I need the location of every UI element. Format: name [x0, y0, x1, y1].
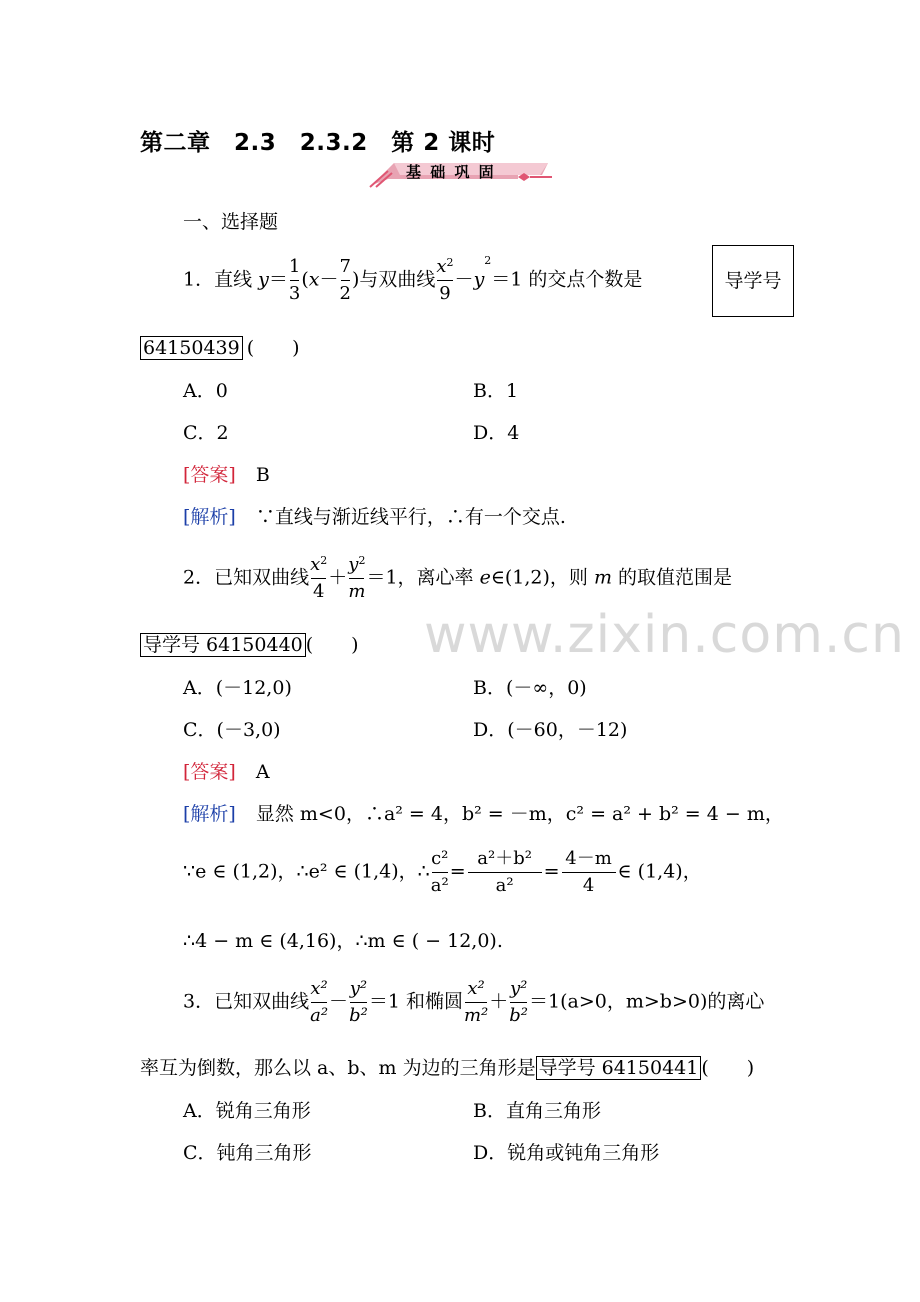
- q1-code: 64150439: [140, 336, 243, 360]
- q1-frac-2: $\frac{7}{2}$: [339, 256, 351, 304]
- q2-answer-label: [答案]: [183, 761, 236, 783]
- q2-option-a: A．(－12,0): [183, 677, 292, 699]
- q1-option-a: A．0: [183, 380, 228, 402]
- page-title: 第二章 2.3 2.3.2 第 2 课时: [140, 130, 496, 156]
- q2-frac-4: $\frac{\text{a²＋b²}}{\text{a²}}$: [467, 846, 543, 899]
- q3-option-c: C．钝角三角形: [183, 1142, 312, 1164]
- q3-option-b: B．直角三角形: [473, 1100, 601, 1122]
- q1-code-line: [140, 337, 300, 359]
- q1-option-c: C．2: [183, 422, 229, 444]
- q1-frac-3: $\frac{x^2}{9}$: [436, 256, 454, 304]
- q2-frac-2: $\frac{y^2}{m}$: [348, 554, 366, 602]
- q1-stem: 1．直线 y＝ $\frac{1}{3}$ (x－ $\frac{7}{2}$ )与双曲线 $\frac{x^2}{9}$ $-y^2=1$ 的交点个数是: [183, 254, 642, 307]
- q2-stem: 2．已知双曲线 $\frac{x^2}{4}$ ＋ $\frac{y^2}{m}$ ＝1，离心率 e∈(1,2)，则 m 的取值范围是: [183, 552, 732, 605]
- q3-frac-2: $\frac{\text{y²}}{\text{b²}}$: [349, 978, 368, 1026]
- q2-guide-code: 导学号 64150440: [140, 633, 306, 657]
- q2-analysis-line3: ∴4 − m ∈ (4,16)，∴m ∈ ( − 12,0).: [183, 930, 503, 952]
- q3-guide-code: 导学号 64150441: [536, 1056, 702, 1080]
- q1-analysis-label: [解析]: [183, 506, 236, 528]
- q3-option-a: A．锐角三角形: [183, 1100, 311, 1122]
- q2-analysis-label: [解析]: [183, 803, 236, 825]
- q1-guide-box: 导学号: [712, 245, 794, 317]
- q2-frac-3: $\frac{\text{c²}}{\text{a²}}$: [430, 848, 449, 896]
- q2-analysis-line2: ∵e ∈ (1,2)，∴e² ∈ (1,4)，∴ $\frac{\text{c²}}{\text{a²}}$ = $\frac{\text{a²＋b²}}{\text{a²}}$ = $\frac{4-m}{4}$ ∈ (1,4)，: [183, 846, 702, 899]
- q1-frac-1: $\frac{1}{3}$: [288, 256, 301, 304]
- q2-option-d: D．(－60，－12): [473, 719, 628, 741]
- section-heading: 一、选择题: [183, 211, 279, 233]
- q3-line2: 率互为倒数，那么以 a、b、m 为边的三角形是 导学号 64150441 ( ): [140, 1057, 755, 1079]
- q2-frac-5: $\frac{4-m}{4}$: [561, 846, 617, 899]
- q1-option-b: B．1: [473, 380, 519, 402]
- q2-answer: [答案] A: [183, 761, 270, 783]
- q3-frac-3: $\frac{\text{x²}}{\text{m²}}$: [463, 978, 489, 1026]
- q2-blank: ( ): [305, 634, 359, 656]
- q3-frac-1: $\frac{\text{x²}}{\text{a²}}$: [310, 978, 329, 1026]
- q2-analysis-line1: [解析] 显然 m<0，∴a² = 4，b² = －m，c² = a² + b² = 4 − m，: [183, 803, 784, 825]
- q2-option-b: B．(－∞，0): [473, 677, 587, 699]
- banner-label: 基 础 巩 固: [406, 163, 496, 181]
- section-banner: [368, 157, 558, 189]
- q3-stem: 3．已知双曲线 $\frac{\text{x²}}{\text{a²}}$ － $\frac{\text{y²}}{\text{b²}}$ ＝1 和椭圆 $\frac{\text{x²}}{\text{m²}}$ ＋ $\frac{\text{y²}}{\text{b²}}$ ＝1(a>0，m>b>0)的离心: [183, 976, 764, 1029]
- q3-frac-4: $\frac{\text{y²}}{\text{b²}}$: [509, 978, 529, 1026]
- q2-frac-1: $\frac{x^2}{4}$: [310, 554, 328, 602]
- q1-answer-label: [答案]: [183, 464, 236, 486]
- q3-option-d: D．锐角或钝角三角形: [473, 1142, 660, 1164]
- q1-analysis: [解析] ∵直线与渐近线平行，∴有一个交点.: [183, 506, 566, 528]
- q2-option-c: C．(－3,0): [183, 719, 281, 741]
- q3-blank: ( ): [701, 1057, 755, 1079]
- q1-blank: ( ): [246, 337, 300, 359]
- watermark-text: www.zixin.com.cn: [424, 605, 905, 665]
- q2-code-line: [140, 634, 359, 656]
- q1-answer: [答案] B: [183, 464, 270, 486]
- q1-option-d: D．4: [473, 422, 520, 444]
